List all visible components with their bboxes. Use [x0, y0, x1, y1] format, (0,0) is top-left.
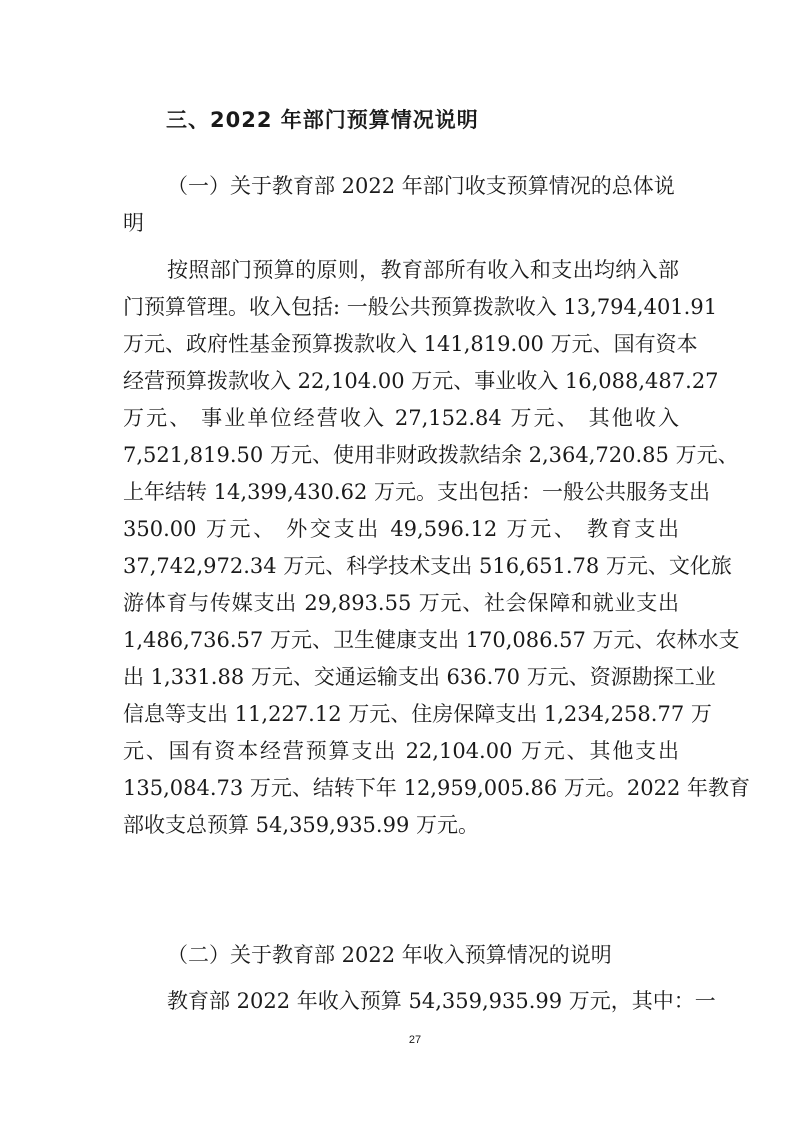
paragraph-line: 按照部门预算的原则，教育部所有收入和支出均纳入部 [167, 258, 679, 282]
paragraph-line: 出 1,331.88 万元、交通运输支出 636.70 万元、资源勘探工业 [123, 665, 716, 689]
subsection-1-heading [123, 168, 683, 242]
paragraph-line: 万元、政府性基金预算拨款收入 141,819.00 万元、国有资本 [123, 332, 698, 356]
paragraph-line: 游体育与传媒支出 29,893.55 万元、社会保障和就业支出 [123, 591, 679, 615]
paragraph-line: 门预算管理。收入包括: 一般公共预算拨款收入 13,794,401.91 [123, 295, 718, 319]
subsection-2-heading [123, 937, 683, 974]
paragraph-line: 37,742,972.34 万元、科学技术支出 516,651.78 万元、文化旅 [123, 554, 732, 578]
paragraph-line: 上年结转 14,399,430.62 万元。支出包括：一般公共服务支出 [123, 480, 710, 504]
paragraph-line: 135,084.73 万元、结转下年 12,959,005.86 万元。2022 年教育 [123, 776, 751, 800]
income-budget-paragraph [123, 983, 716, 1020]
paragraph-line: 1,486,736.57 万元、卫生健康支出 170,086.57 万元、农林水支 [123, 628, 740, 652]
paragraph-line: 教育部 2022 年收入预算 54,359,935.99 万元，其中：一 [167, 989, 716, 1013]
paragraph-line: 7,521,819.50 万元、使用非财政拨款结余 2,364,720.85 万元、 [123, 443, 739, 467]
section-heading: 三、2022 年部门预算情况说明 [166, 108, 479, 132]
paragraph-line: 信息等支出 11,227.12 万元、住房保障支出 1,234,258.77 万 [123, 702, 712, 726]
page-number: 27 [408, 1034, 422, 1046]
subsection-1-heading-line: 明 [123, 211, 144, 235]
subsection-1-heading-line: （一）关于教育部 2022 年部门收支预算情况的总体说 [167, 174, 675, 198]
paragraph-line: 部收支总预算 54,359,935.99 万元。 [123, 813, 479, 837]
budget-overview-paragraph [123, 252, 751, 844]
subsection-2-heading-line: （二）关于教育部 2022 年收入预算情况的说明 [167, 943, 612, 967]
paragraph-line: 元、国有资本经营预算支出 22,104.00 万元、其他支出 [123, 739, 679, 763]
paragraph-line: 350.00 万元、 外交支出 49,596.12 万元、 教育支出 [123, 517, 679, 541]
paragraph-line: 经营预算拨款收入 22,104.00 万元、事业收入 16,088,487.27 [123, 369, 719, 393]
paragraph-line: 万元、 事业单位经营收入 27,152.84 万元、 其他收入 [123, 406, 679, 430]
